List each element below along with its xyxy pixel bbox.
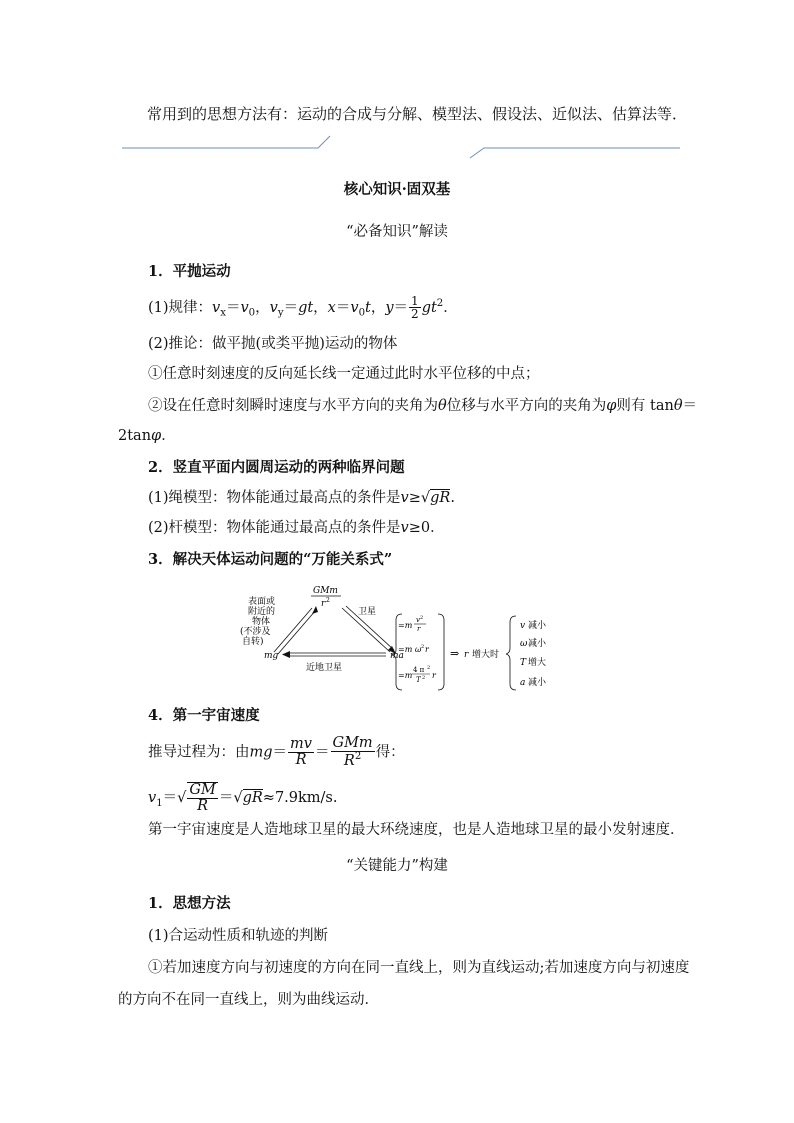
s4-conclusion: 第一宇宙速度是人造地球卫星的最大环绕速度，也是人造地球卫星的最小发射速度． bbox=[148, 822, 685, 838]
svg-text:2: 2 bbox=[427, 665, 431, 671]
svg-text:2: 2 bbox=[326, 597, 330, 604]
diagram-left-label-1: 附近的 bbox=[248, 607, 276, 617]
diagram-left-label-3: (不涉及 bbox=[240, 627, 271, 637]
s1-item2-b: 位移与水平方向的夹角为 bbox=[446, 398, 607, 414]
part2-title: “关键能力”构建 bbox=[346, 858, 448, 874]
svg-text:=m: =m bbox=[398, 671, 413, 680]
diagram-left-label-4: 自转) bbox=[242, 637, 264, 647]
svg-text:ω: ω bbox=[520, 639, 528, 649]
s4-heading: 4．第一宇宙速度 bbox=[148, 707, 260, 724]
svg-text:T: T bbox=[416, 676, 421, 684]
s2-rod-text: (2)杆模型：物体能通过最高点的条件是 bbox=[148, 520, 401, 536]
diagram-right-label: 卫星 bbox=[358, 607, 377, 617]
s1-rule: (1)规律：$v_x=v_0$，$v_y=gt$，$x=v_0t$，y＝ $\frac{1}{2}$ $gt^2$． bbox=[148, 293, 458, 322]
part1-title: “必备知识”解读 bbox=[346, 224, 448, 240]
diagram-right-node: ma bbox=[390, 651, 404, 661]
diagram-result-1: 减小 bbox=[528, 639, 547, 649]
s2-rod: (2)杆模型：物体能通过最高点的条件是v≥0． bbox=[148, 520, 445, 536]
svg-text:v: v bbox=[416, 616, 420, 624]
svg-text:2: 2 bbox=[420, 615, 424, 621]
gravitation-relation-diagram bbox=[230, 580, 570, 695]
section-divider bbox=[118, 130, 684, 160]
s4-derivation: 推导过程为：由mg＝ $\frac{mv}{R}$ ＝ $\frac{\text{GMm}}{R^2}$ 得： bbox=[148, 735, 405, 770]
diagram-increase: 增大时 bbox=[472, 650, 500, 660]
diagram-left-label-2: 物体 bbox=[252, 617, 271, 627]
s2-rope-text: (1)绳模型：物体能通过最高点的条件是 bbox=[148, 490, 401, 506]
svg-text:T: T bbox=[520, 658, 527, 668]
diagram-left-node: mg bbox=[264, 651, 279, 661]
k1-heading: 1．思想方法 bbox=[148, 895, 231, 912]
s1-inference: (2)推论：做平抛(或类平抛)运动的物体 bbox=[148, 336, 398, 352]
k1-line2: 的方向不在同一直线上，则为曲线运动． bbox=[118, 992, 379, 1008]
diagram-result-0: 减小 bbox=[528, 621, 547, 631]
s4-result: $v_1=√$ $\frac{GM}{R}$ ＝√gR≈7.9km/s. bbox=[148, 782, 338, 815]
s1-item2: ②设在任意时刻瞬时速度与水平方向的夹角为θ位移与水平方向的夹角为φ则有 tanθ＝ bbox=[148, 398, 698, 414]
s2-rope: (1)绳模型：物体能通过最高点的条件是v≥√gR. bbox=[148, 490, 455, 506]
k1-line1: ①若加速度方向与初速度的方向在同一直线上，则为直线运动;若加速度方向与初速度 bbox=[148, 960, 690, 976]
diagram-implies: ⇒ bbox=[450, 647, 460, 660]
s1-heading: 1．平抛运动 bbox=[148, 263, 231, 280]
s1-item2-a: ②设在任意时刻瞬时速度与水平方向的夹角为 bbox=[148, 398, 438, 414]
svg-text:r: r bbox=[417, 625, 421, 633]
svg-text:2: 2 bbox=[422, 675, 426, 681]
svg-text:=m: =m bbox=[398, 621, 413, 630]
diagram-top-lower: r bbox=[321, 599, 326, 609]
svg-text:v: v bbox=[520, 621, 526, 631]
svg-text:=m ω: =m ω bbox=[398, 645, 422, 654]
s1-item2-c: 则有 bbox=[616, 398, 646, 414]
diagram-top-upper: GMm bbox=[313, 586, 338, 596]
s1-rule-prefix: (1)规律： bbox=[148, 299, 213, 316]
diagram-result-2: 增大 bbox=[528, 658, 547, 668]
diagram-result-3: 减小 bbox=[528, 678, 547, 688]
s4-approx: ≈7.9km/s. bbox=[262, 790, 338, 807]
s1-item1: ①任意时刻速度的反向延长线一定通过此时水平位移的中点； bbox=[148, 366, 540, 382]
s4-derive-b: 得： bbox=[375, 744, 405, 761]
s1-item2-d: 2tan bbox=[118, 428, 152, 444]
intro-line: 常用到的思想方法有：运动的合成与分解、模型法、假设法、近似法、估算法等． bbox=[147, 105, 688, 123]
svg-text:2: 2 bbox=[421, 644, 425, 650]
svg-text:a: a bbox=[520, 678, 526, 688]
s3-heading: 3．解决天体运动问题的“万能关系式” bbox=[148, 551, 393, 568]
s1-item2-cont: 2tanφ． bbox=[118, 428, 176, 444]
svg-text:r: r bbox=[432, 671, 436, 680]
s4-derive-a: 推导过程为：由 bbox=[148, 744, 250, 761]
diagram-left-label-0: 表面或 bbox=[248, 597, 276, 607]
k1-sub: (1)合运动性质和轨迹的判断 bbox=[148, 928, 329, 944]
svg-text:4 π: 4 π bbox=[413, 666, 425, 674]
s2-heading: 2．竖直平面内圆周运动的两种临界问题 bbox=[148, 459, 405, 476]
section-title: 核心知识·固双基 bbox=[343, 181, 451, 198]
diagram-r-label: r bbox=[464, 650, 469, 660]
diagram-bottom-label: 近地卫星 bbox=[306, 663, 343, 673]
svg-text:r: r bbox=[425, 645, 429, 654]
